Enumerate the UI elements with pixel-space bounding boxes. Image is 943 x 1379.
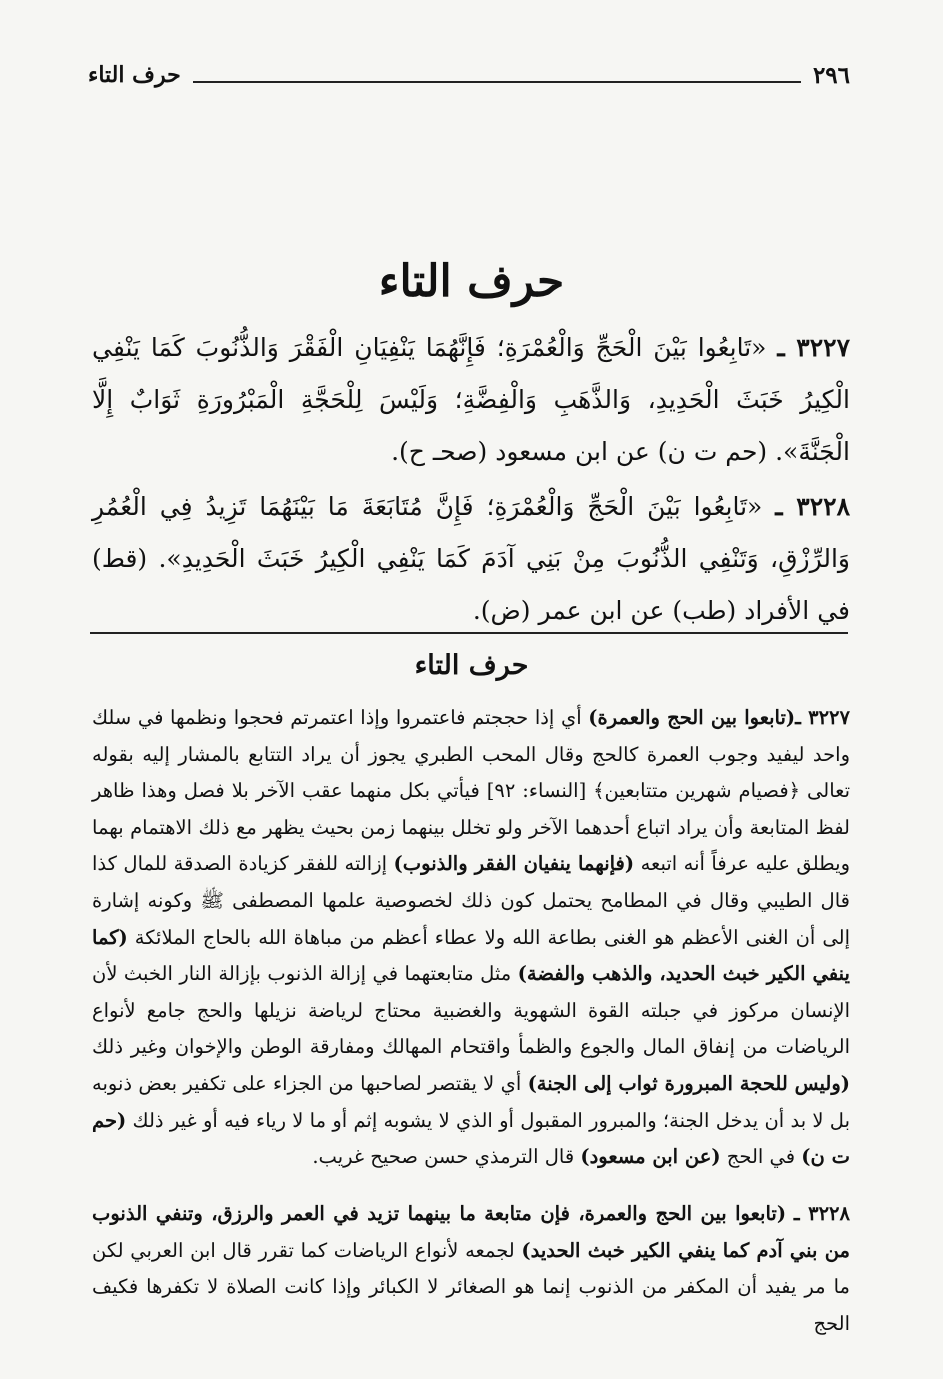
hadith-text: «تَابِعُوا بَيْنَ الْحَجِّ وَالْعُمْرَةِ؛ فَإِنَّهُمَا يَنْفِيَانِ الْفَقْرَ وَالذُّنُوبَ كَمَا يَنْفِي الْكِيرُ خَبَثَ الْحَدِيدِ، وَالذَّهَبِ وَالْفِضَّةِ؛ وَلَيْسَ لِلْحَجَّةِ الْمَبْرُورَةِ ثَوَابٌ إِلَّا الْجَنَّةَ». (حم ت ن) عن ابن مسعود (صحـ ح). [92,333,850,466]
narrator: (عن ابن مسعود) [580,1145,721,1169]
commentary-text: قال الترمذي حسن صحيح غريب. [312,1145,575,1169]
commentary-number: ٣٢٢٧ ـ [795,706,850,729]
commentary-text: أي إذا حججتم فاعتمروا وإذا اعتمرتم فحجوا ونظمها في سلك واحد ليفيد وجوب العمرة كالحج وقال المحب الطبري يجوز أن يراد التتابع بالمشار إليه بقوله تعالى ﴿فصيام شهرين متتابعين﴾ [النساء: ٩٢] فيأتي بكل منهما عقب الآخر بلا فصل وهذا ظاهر لفظ المتابعة وأن يراد اتباع أحدهما الآخر ولو تخلل بينهما زمن بحيث يظهر مع ذلك الاهتمام بهما ويطلق عليه عرفاً أنه اتبعه [92,706,850,876]
commentary-quote: (كما ينفي الكير خبث الحديد، والذهب والفضة) [92,925,850,986]
commentary-text: في الحج [726,1145,796,1169]
page-number: ٢٩٦ [812,61,850,89]
commentary-quote: (وليس للحجة المبرورة ثواب إلى الجنة) [527,1071,851,1095]
running-title: حرف التاء [88,62,181,88]
commentary-text: مثل متابعتهما في إزالة الذنوب بإزالة النار الخبث لأن الإنسان مركوز في جبلته القوة الشهوية والغضبية محتاج لرياضة نزيلها والحج جامع لأنواع الرياضات من إنفاق المال والجوع والظمأ واقتحام المهالك ومفارقة الوطن والإخوان وغير ذلك [92,962,850,1059]
commentary-text: أي لا يقتصر لصاحبها من الجزاء على تكفير بعض ذنوبه بل لا بد أن يدخل الجنة؛ والمبرور المقبول أو الذي لا يشوبه إثم أو ما لا رياء فيه أو غير ذلك [92,1071,850,1132]
hadith-number: ٣٢٢٨ ـ [775,492,851,521]
page-header [88,58,850,92]
hadith-3228 [92,481,850,637]
commentary-lemma: (تابعوا بين الحج والعمرة) [588,706,796,729]
hadith-number: ٣٢٢٧ ـ [777,333,850,362]
commentary-3228 [92,1196,850,1342]
commentary-number: ٣٢٢٨ ـ [793,1202,850,1225]
header-rule [193,81,801,83]
commentary-text: إزالته للفقر كزيادة الصدقة للمال كذا قال الطيبي وقال في المطامح يحتمل كون ذلك لخصوصية علمها المصطفى ﷺ وكونه إشارة إلى أن الغنى الأعظم هو الغنى بطاعة الله ولا عطاء أعظم من مباهاة الله بالحاج الملائكة [92,852,850,949]
commentary-quote: (تابعوا بين الحج والعمرة، فإن متابعة ما بينهما تزيد في العمر والرزق، وتنفي الذنوب من بني آدم كما ينفي الكير خبث الحديد) [92,1202,850,1262]
chapter-heading: حرف التاء [378,256,565,307]
hadith-3227 [92,322,850,478]
hadith-text: «تَابِعُوا بَيْنَ الْحَجِّ وَالْعُمْرَةِ؛ فَإِنَّ مُتَابَعَةَ مَا بَيْنَهُمَا تَزِيدُ فِي الْعُمُرِ وَالرِّزْقِ، وَتَنْفِي الذُّنُوبَ مِنْ بَنِي آدَمَ كَمَا يَنْفِي الْكِيرُ خَبَثَ الْحَدِيدِ». (قط) في الأفراد (طب) عن ابن عمر (ض). [92,492,850,625]
commentary-quote: (فإنهما ينفيان الفقر والذنوب) [393,852,635,876]
commentary-heading: حرف التاء [414,650,529,681]
commentary-text: لجمعه لأنواع الرياضات كما تقرر قال ابن العربي لكن ما مر يفيد أن المكفر من الذنوب إنما هو الصغائر لا الكبائر وإذا كانت الصلاة لا تكفرها فكيف الحج [92,1238,850,1335]
section-divider [90,632,848,634]
source-code: (حم ت ن) [92,1108,850,1169]
commentary-3227 [92,700,850,1176]
